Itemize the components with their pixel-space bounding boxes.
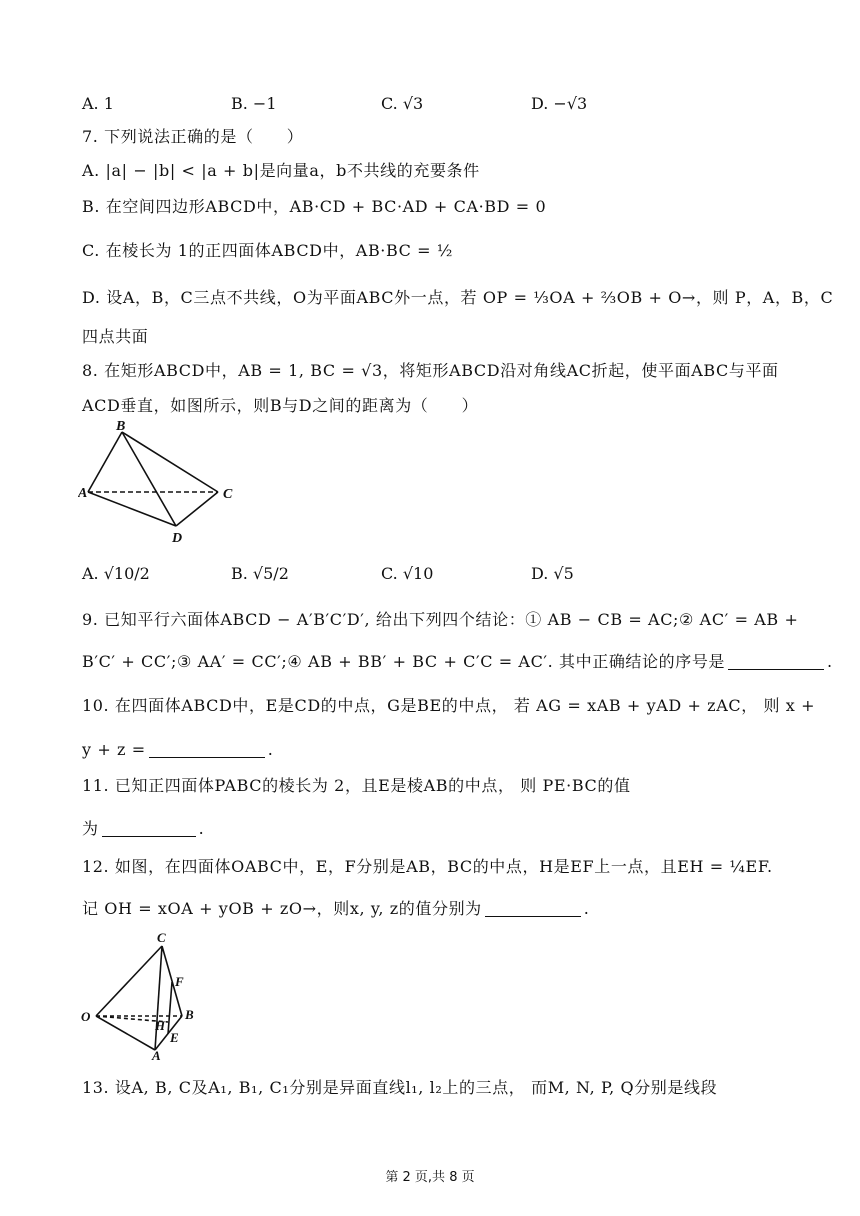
q11-line2-end: . <box>198 819 205 838</box>
q8-option-a: A. √10/2 <box>82 564 150 583</box>
q12-figure <box>78 930 208 1060</box>
q7-option-b: B. 在空间四边形ABCD中，AB·CD + BC·AD + CA·BD = 0 <box>82 197 547 216</box>
q6-option-d: D. −√3 <box>531 94 588 113</box>
edge-ca <box>155 946 162 1050</box>
q8-figure <box>78 418 248 548</box>
q9-answer-blank <box>728 653 824 670</box>
edge-bd <box>122 432 176 526</box>
q10-line2-end: . <box>267 740 274 759</box>
edge-ad <box>88 492 176 526</box>
q12-label-f: F <box>175 974 184 989</box>
q10-line2-text: y + z = <box>82 740 146 759</box>
q7-option-a: A. |a| − |b| < |a + b|是向量a，b不共线的充要条件 <box>82 161 480 180</box>
q8-option-b: B. √5/2 <box>231 564 289 583</box>
q11-answer-blank <box>102 820 196 837</box>
q9-line2-text: B′C′ + CC′;③ AA′ = CC′;④ AB + BB′ + BC + C′C = AC′. 其中正确结论的序号是 <box>82 652 726 671</box>
q9-line2-end: . <box>827 652 833 671</box>
q11-line2-text: 为 <box>82 819 99 838</box>
q10-line1: 10. 在四面体ABCD中，E是CD的中点，G是BE的中点， 若 AG = xAB + yAD + zAC， 则 x + <box>82 696 816 715</box>
q7-option-d-line2: 四点共面 <box>82 327 149 346</box>
edge-cd <box>176 492 218 526</box>
q12-line2 <box>82 898 589 920</box>
q8-stem-line2: ACD垂直，如图所示，则B与D之间的距离为（ ） <box>82 396 479 415</box>
q8-label-d: D <box>172 531 183 546</box>
q9-line1: 9. 已知平行六面体ABCD − A′B′C′D′, 给出下列四个结论：① AB − CB = AC;② AC′ = AB + <box>82 610 799 629</box>
edge-oa <box>96 1016 155 1050</box>
edge-co <box>96 946 162 1016</box>
q12-label-a: A <box>152 1048 161 1060</box>
q12-label-c: C <box>157 930 166 945</box>
q12-label-h: H <box>155 1018 166 1033</box>
q10-answer-blank <box>149 741 265 758</box>
q10-line2 <box>82 739 273 761</box>
q7-stem: 7. 下列说法正确的是（ ） <box>82 127 304 146</box>
q11-line2 <box>82 818 204 840</box>
q12-line1: 12. 如图，在四面体OABC中，E，F分别是AB，BC的中点，H是EF上一点，且EH = ¼EF. <box>82 857 773 876</box>
q8-label-b: B <box>116 419 126 434</box>
q8-label-c: C <box>223 487 233 502</box>
q8-stem-line1: 8. 在矩形ABCD中，AB = 1, BC = √3，将矩形ABCD沿对角线AC折起，使平面ABC与平面 <box>82 361 779 380</box>
q12-line2-text: 记 OH = xOA + yOB + zO→，则x, y, z的值分别为 <box>82 899 482 918</box>
q12-answer-blank <box>485 900 581 917</box>
q12-line2-end: . <box>583 899 590 918</box>
q7-option-d-line1: D. 设A，B，C三点不共线，O为平面ABC外一点，若 OP = ⅓OA + ⅔OB + O→，则 P，A，B，C <box>82 288 834 307</box>
q7-option-c: C. 在棱长为 1的正四面体ABCD中，AB·BC = ½ <box>82 241 453 260</box>
q12-label-o: O <box>81 1009 91 1024</box>
page-footer: 第 2 页,共 8 页 <box>385 1170 475 1185</box>
q8-label-a: A <box>78 486 88 501</box>
edge-bc <box>122 432 218 492</box>
segment-fe <box>168 982 172 1034</box>
q13-line1: 13. 设A, B, C及A₁, B₁, C₁分别是异面直线l₁, l₂上的三点， 而M, N, P, Q分别是线段 <box>82 1078 718 1097</box>
q12-label-e: E <box>170 1030 179 1045</box>
q12-label-b: B <box>185 1007 194 1022</box>
q6-option-c: C. √3 <box>381 94 424 113</box>
q8-option-d: D. √5 <box>531 564 574 583</box>
q9-line2 <box>82 651 833 673</box>
q6-option-a: A. 1 <box>82 94 114 113</box>
edge-ba <box>88 432 122 492</box>
q8-option-c: C. √10 <box>381 564 434 583</box>
q6-option-b: B. −1 <box>231 94 277 113</box>
q11-line1: 11. 已知正四面体PABC的棱长为 2，且E是棱AB的中点， 则 PE·BC的值 <box>82 776 631 795</box>
